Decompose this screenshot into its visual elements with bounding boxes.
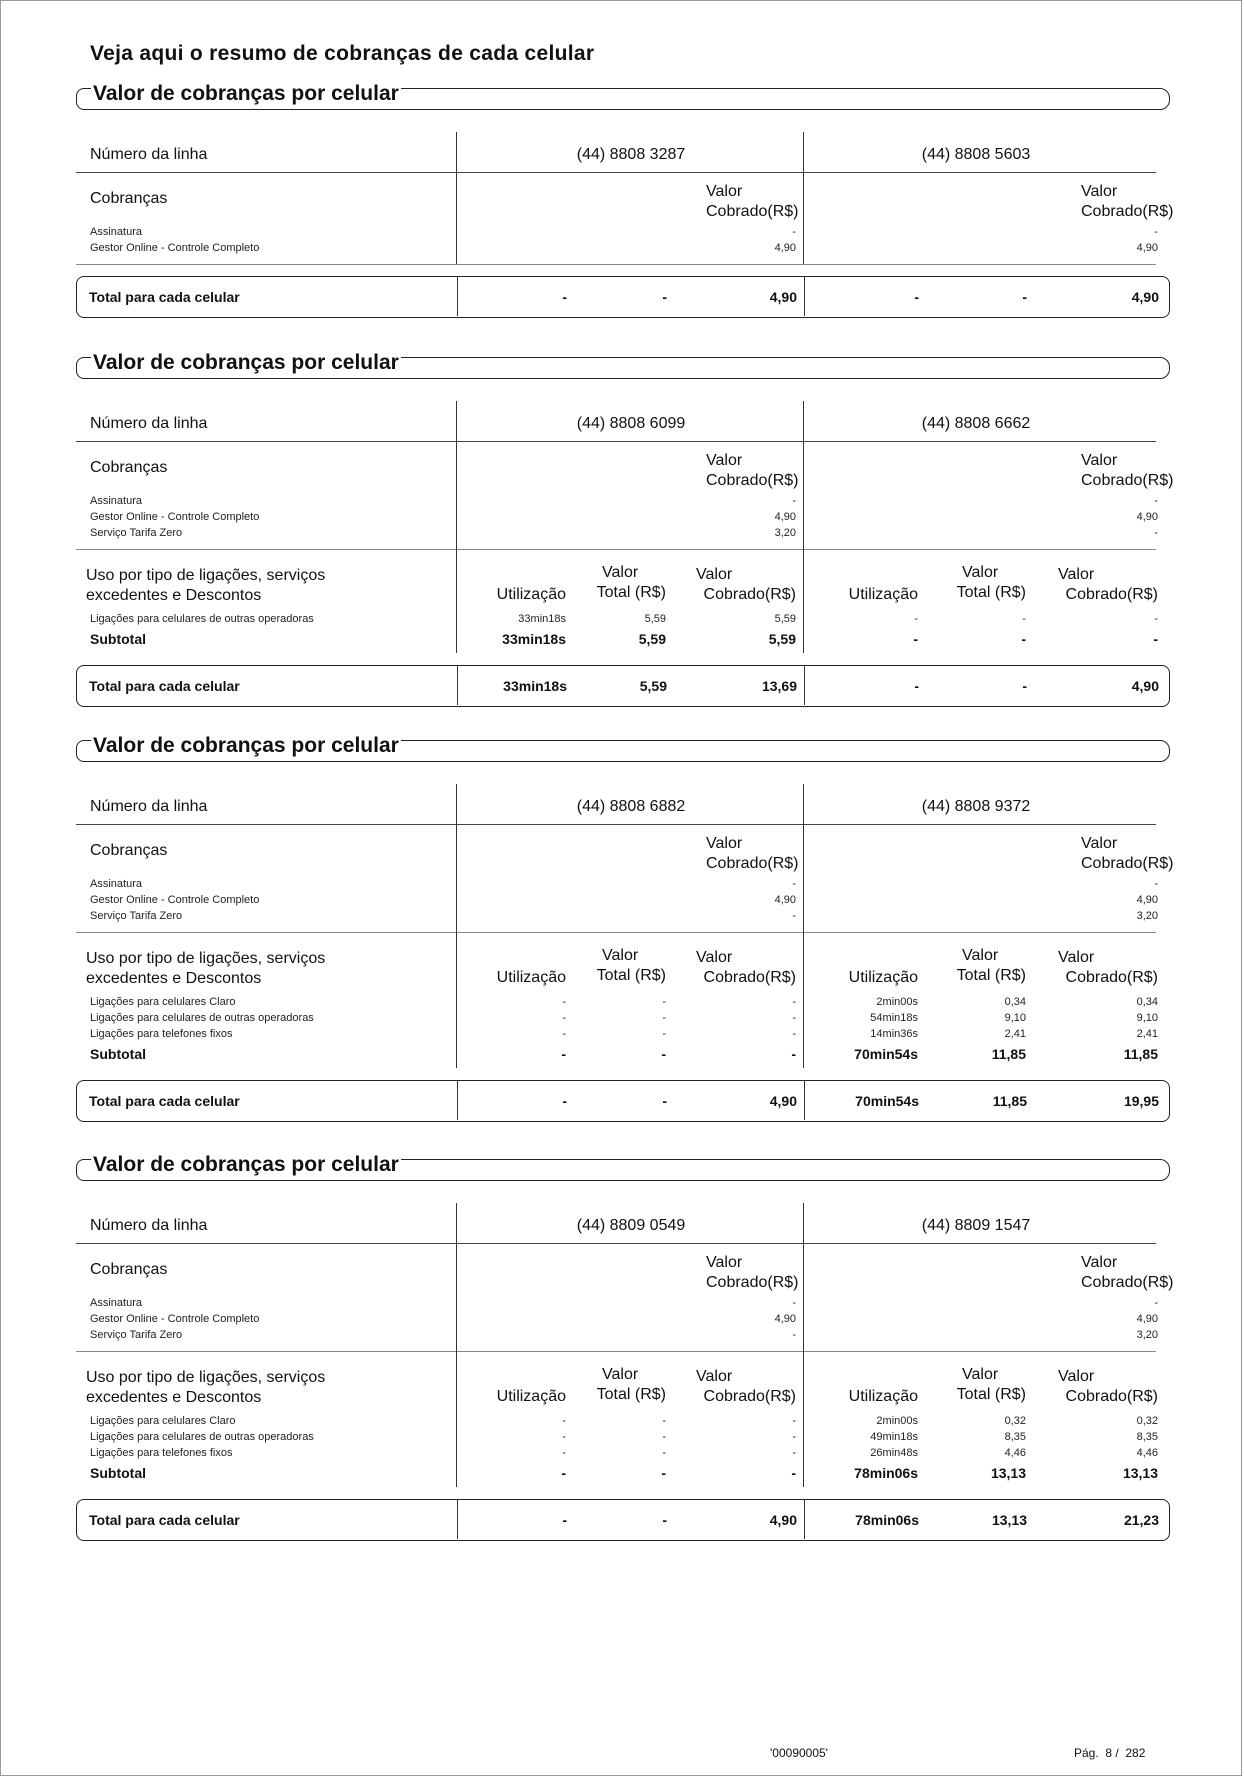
cobrado-header: Cobrado(R$) bbox=[1065, 1388, 1158, 1405]
subtotal-value: 13,13 bbox=[990, 1465, 1026, 1481]
section-header bbox=[76, 82, 1170, 110]
valor-header: Valor bbox=[1081, 835, 1118, 852]
section-header bbox=[76, 734, 1170, 762]
uso-value: - bbox=[1154, 613, 1158, 625]
section-title: Valor de cobranças por celular bbox=[93, 734, 399, 757]
total-value: - bbox=[662, 289, 667, 305]
uso-value: 0,34 bbox=[1004, 996, 1026, 1008]
uso-value: - bbox=[562, 1028, 566, 1040]
uso-value: - bbox=[662, 996, 666, 1008]
uso-value: 0,32 bbox=[1136, 1415, 1158, 1427]
cobranca-value: - bbox=[792, 878, 796, 890]
utilizacao-header: Utilização bbox=[848, 1388, 918, 1405]
valor-header: Valor bbox=[696, 949, 733, 966]
subtotal-value: - bbox=[661, 1046, 666, 1062]
divider bbox=[76, 824, 1156, 825]
subtotal-label: Subtotal bbox=[90, 1046, 146, 1062]
total-value: 4,90 bbox=[1131, 289, 1159, 305]
divider bbox=[76, 932, 1156, 933]
subtotal-label: Subtotal bbox=[90, 631, 146, 647]
utilizacao-header: Utilização bbox=[848, 586, 918, 603]
subtotal-value: 5,59 bbox=[768, 631, 796, 647]
uso-value: 49min18s bbox=[870, 1431, 918, 1443]
column-divider bbox=[456, 401, 457, 653]
valor-header: Valor bbox=[1081, 183, 1118, 200]
column-divider bbox=[804, 277, 805, 316]
section-title: Valor de cobranças por celular bbox=[93, 82, 399, 105]
section-title: Valor de cobranças por celular bbox=[93, 351, 399, 374]
total-box bbox=[76, 665, 1170, 707]
column-divider bbox=[804, 1081, 805, 1120]
uso-value: - bbox=[662, 1028, 666, 1040]
cobrancas-label: Cobranças bbox=[90, 1261, 168, 1278]
cobranca-value: 4,90 bbox=[774, 511, 796, 523]
cobrado-header: Cobrado(R$) bbox=[1081, 1274, 1174, 1291]
column-divider bbox=[457, 666, 458, 705]
uso-value: 2,41 bbox=[1136, 1028, 1158, 1040]
page-label: Pág. bbox=[1074, 1746, 1099, 1760]
cobranca-value: - bbox=[792, 1297, 796, 1309]
cobrado-header: Cobrado(R$) bbox=[1065, 586, 1158, 603]
total-value: 4,90 bbox=[769, 1512, 797, 1528]
total-value: 4,90 bbox=[769, 289, 797, 305]
total-label: Total para cada celular bbox=[89, 289, 240, 305]
total-value: 5,59 bbox=[639, 678, 667, 694]
uso-label: Uso por tipo de ligações, serviços bbox=[86, 567, 326, 584]
utilizacao-header: Utilização bbox=[496, 1388, 566, 1405]
subtotal-value: - bbox=[561, 1465, 566, 1481]
gestor-online-label: Gestor Online - Controle Completo bbox=[90, 894, 260, 906]
column-divider bbox=[457, 277, 458, 316]
cobranca-value: - bbox=[792, 226, 796, 238]
uso-value: 0,32 bbox=[1004, 1415, 1026, 1427]
numero-linha-label: Número da linha bbox=[90, 1217, 208, 1234]
ligacao-label: Ligações para celulares Claro bbox=[90, 996, 236, 1008]
uso-value: - bbox=[914, 613, 918, 625]
total-label: Total para cada celular bbox=[89, 678, 240, 694]
uso-value: 4,46 bbox=[1136, 1447, 1158, 1459]
total-label: Total para cada celular bbox=[89, 1093, 240, 1109]
cobranca-value: 4,90 bbox=[774, 1313, 796, 1325]
subtotal-value: - bbox=[661, 1465, 666, 1481]
servico-tarifa-label: Serviço Tarifa Zero bbox=[90, 910, 183, 922]
numero-linha-label: Número da linha bbox=[90, 798, 208, 815]
uso-value: - bbox=[562, 996, 566, 1008]
divider bbox=[76, 441, 1156, 442]
cobranca-value: - bbox=[792, 495, 796, 507]
column-divider bbox=[803, 784, 804, 1068]
uso-value: - bbox=[562, 1415, 566, 1427]
total-value: - bbox=[562, 1512, 567, 1528]
divider bbox=[76, 1243, 1156, 1244]
phone-number: (44) 8809 1547 bbox=[921, 1217, 1031, 1234]
total-value: 13,69 bbox=[761, 678, 797, 694]
valor-header: Valor bbox=[1058, 566, 1095, 583]
gestor-online-label: Gestor Online - Controle Completo bbox=[90, 511, 260, 523]
total-value: - bbox=[1022, 289, 1027, 305]
total-rs-header: Total (R$) bbox=[596, 967, 666, 984]
column-divider bbox=[456, 132, 457, 264]
total-rs-header: Total (R$) bbox=[596, 584, 666, 601]
uso-value: - bbox=[662, 1447, 666, 1459]
total-value: 70min54s bbox=[855, 1093, 919, 1109]
phone-number: (44) 8808 9372 bbox=[921, 798, 1031, 815]
uso-value: 4,46 bbox=[1004, 1447, 1026, 1459]
section-header bbox=[76, 351, 1170, 379]
total-value: 4,90 bbox=[1131, 678, 1159, 694]
valor-header: Valor bbox=[706, 452, 743, 469]
total-label: Total para cada celular bbox=[89, 1512, 240, 1528]
valor-header: Valor bbox=[602, 564, 639, 581]
uso-value: 5,59 bbox=[774, 613, 796, 625]
phone-number: (44) 8808 6099 bbox=[576, 415, 686, 432]
total-value: - bbox=[914, 289, 919, 305]
uso-value: - bbox=[662, 1431, 666, 1443]
subtotal-value: - bbox=[1021, 631, 1026, 647]
phone-number: (44) 8809 0549 bbox=[576, 1217, 686, 1234]
uso-value: 8,35 bbox=[1004, 1431, 1026, 1443]
uso-value: 9,10 bbox=[1136, 1012, 1158, 1024]
gestor-online-label: Gestor Online - Controle Completo bbox=[90, 242, 260, 254]
column-divider bbox=[803, 132, 804, 264]
total-value: 19,95 bbox=[1123, 1093, 1159, 1109]
valor-header: Valor bbox=[696, 566, 733, 583]
phone-number: (44) 8808 6882 bbox=[576, 798, 686, 815]
valor-header: Valor bbox=[1081, 1254, 1118, 1271]
total-value: - bbox=[562, 289, 567, 305]
uso-label: Uso por tipo de ligações, serviços bbox=[86, 1369, 326, 1386]
subtotal-value: 11,85 bbox=[991, 1046, 1026, 1062]
divider bbox=[76, 1351, 1156, 1352]
uso-value: 2,41 bbox=[1004, 1028, 1026, 1040]
valor-header: Valor bbox=[1081, 452, 1118, 469]
divider bbox=[76, 549, 1156, 550]
servico-tarifa-label: Serviço Tarifa Zero bbox=[90, 1329, 183, 1341]
valor-header: Valor bbox=[602, 1366, 639, 1383]
assinatura-label: Assinatura bbox=[90, 1297, 142, 1309]
column-divider bbox=[804, 666, 805, 705]
cobrado-header: Cobrado(R$) bbox=[1081, 855, 1174, 872]
cobranca-value: 4,90 bbox=[1136, 894, 1158, 906]
uso-label: excedentes e Descontos bbox=[86, 970, 262, 987]
uso-value: - bbox=[792, 1028, 796, 1040]
uso-value: - bbox=[662, 1012, 666, 1024]
cobranca-value: 4,90 bbox=[1136, 242, 1158, 254]
uso-value: - bbox=[792, 1431, 796, 1443]
valor-header: Valor bbox=[706, 183, 743, 200]
cobrado-header: Cobrado(R$) bbox=[703, 586, 796, 603]
gestor-online-label: Gestor Online - Controle Completo bbox=[90, 1313, 260, 1325]
total-rs-header: Total (R$) bbox=[596, 1386, 666, 1403]
uso-value: 2min00s bbox=[876, 1415, 918, 1427]
footer-code: '00090005' bbox=[770, 1746, 828, 1760]
cobranca-value: 4,90 bbox=[1136, 1313, 1158, 1325]
cobranca-value: - bbox=[1154, 1297, 1158, 1309]
assinatura-label: Assinatura bbox=[90, 226, 142, 238]
subtotal-value: - bbox=[791, 1046, 796, 1062]
divider bbox=[76, 264, 1156, 265]
uso-value: - bbox=[792, 996, 796, 1008]
total-rs-header: Total (R$) bbox=[956, 584, 1026, 601]
uso-value: 9,10 bbox=[1004, 1012, 1026, 1024]
total-value: 13,13 bbox=[991, 1512, 1027, 1528]
subtotal-value: 5,59 bbox=[638, 631, 666, 647]
divider bbox=[76, 172, 1156, 173]
ligacao-label: Ligações para celulares Claro bbox=[90, 1415, 236, 1427]
ligacao-label: Ligações para celulares de outras operadoras bbox=[90, 1012, 314, 1024]
valor-header: Valor bbox=[602, 947, 639, 964]
column-divider bbox=[803, 401, 804, 653]
cobranca-value: - bbox=[1154, 495, 1158, 507]
cobrado-header: Cobrado(R$) bbox=[1065, 969, 1158, 986]
cobrado-header: Cobrado(R$) bbox=[1081, 203, 1174, 220]
numero-linha-label: Número da linha bbox=[90, 415, 208, 432]
total-value: 11,85 bbox=[992, 1093, 1027, 1109]
cobranca-value: 4,90 bbox=[1136, 511, 1158, 523]
valor-header: Valor bbox=[1058, 949, 1095, 966]
cobrado-header: Cobrado(R$) bbox=[706, 1274, 799, 1291]
cobranca-value: 4,90 bbox=[774, 894, 796, 906]
ligacao-label: Ligações para celulares de outras operadoras bbox=[90, 613, 314, 625]
column-divider bbox=[457, 1500, 458, 1539]
page-num: 8 / bbox=[1105, 1746, 1119, 1760]
phone-number: (44) 8808 5603 bbox=[921, 146, 1031, 163]
cobranca-value: 3,20 bbox=[1136, 910, 1158, 922]
ligacao-label: Ligações para celulares de outras operadoras bbox=[90, 1431, 314, 1443]
uso-value: - bbox=[562, 1447, 566, 1459]
section-header bbox=[76, 1153, 1170, 1181]
column-divider bbox=[456, 784, 457, 1068]
uso-value: 5,59 bbox=[644, 613, 666, 625]
cobranca-value: - bbox=[1154, 527, 1158, 539]
cobrancas-label: Cobranças bbox=[90, 459, 168, 476]
uso-value: - bbox=[792, 1012, 796, 1024]
cobranca-value: 3,20 bbox=[774, 527, 796, 539]
uso-value: - bbox=[792, 1447, 796, 1459]
uso-value: - bbox=[562, 1012, 566, 1024]
total-box bbox=[76, 276, 1170, 318]
uso-value: 26min48s bbox=[870, 1447, 918, 1459]
utilizacao-header: Utilização bbox=[496, 969, 566, 986]
numero-linha-label: Número da linha bbox=[90, 146, 208, 163]
column-divider bbox=[456, 1203, 457, 1487]
utilizacao-header: Utilização bbox=[848, 969, 918, 986]
total-value: - bbox=[562, 1093, 567, 1109]
utilizacao-header: Utilização bbox=[496, 586, 566, 603]
uso-value: 54min18s bbox=[870, 1012, 918, 1024]
cobranca-value: 3,20 bbox=[1136, 1329, 1158, 1341]
valor-header: Valor bbox=[696, 1368, 733, 1385]
ligacao-label: Ligações para telefones fixos bbox=[90, 1447, 233, 1459]
cobrado-header: Cobrado(R$) bbox=[703, 969, 796, 986]
phone-number: (44) 8808 3287 bbox=[576, 146, 686, 163]
uso-value: 0,34 bbox=[1136, 996, 1158, 1008]
phone-number: (44) 8808 6662 bbox=[921, 415, 1031, 432]
total-rs-header: Total (R$) bbox=[956, 1386, 1026, 1403]
cobranca-value: - bbox=[1154, 878, 1158, 890]
uso-value: - bbox=[1022, 613, 1026, 625]
subtotal-value: - bbox=[561, 1046, 566, 1062]
valor-header: Valor bbox=[962, 1366, 999, 1383]
total-value: 21,23 bbox=[1123, 1512, 1159, 1528]
footer-page-number bbox=[1074, 1746, 1145, 1760]
cobrado-header: Cobrado(R$) bbox=[706, 472, 799, 489]
uso-value: 8,35 bbox=[1136, 1431, 1158, 1443]
total-value: - bbox=[662, 1512, 667, 1528]
total-value: 4,90 bbox=[769, 1093, 797, 1109]
section-title: Valor de cobranças por celular bbox=[93, 1153, 399, 1176]
total-box bbox=[76, 1499, 1170, 1541]
cobranca-value: - bbox=[1154, 226, 1158, 238]
column-divider bbox=[457, 1081, 458, 1120]
assinatura-label: Assinatura bbox=[90, 878, 142, 890]
total-value: 33min18s bbox=[503, 678, 567, 694]
uso-value: - bbox=[562, 1431, 566, 1443]
valor-header: Valor bbox=[1058, 1368, 1095, 1385]
uso-label: excedentes e Descontos bbox=[86, 1389, 262, 1406]
valor-header: Valor bbox=[706, 1254, 743, 1271]
subtotal-value: 70min54s bbox=[854, 1046, 918, 1062]
subtotal-value: 11,85 bbox=[1123, 1046, 1158, 1062]
subtotal-value: 78min06s bbox=[854, 1465, 918, 1481]
subtotal-value: 13,13 bbox=[1122, 1465, 1158, 1481]
total-value: 78min06s bbox=[855, 1512, 919, 1528]
uso-label: Uso por tipo de ligações, serviços bbox=[86, 950, 326, 967]
total-box bbox=[76, 1080, 1170, 1122]
uso-value: - bbox=[792, 1415, 796, 1427]
uso-value: - bbox=[662, 1415, 666, 1427]
subtotal-label: Subtotal bbox=[90, 1465, 146, 1481]
column-divider bbox=[803, 1203, 804, 1487]
cobranca-value: - bbox=[792, 1329, 796, 1341]
subtotal-value: - bbox=[791, 1465, 796, 1481]
uso-value: 14min36s bbox=[870, 1028, 918, 1040]
ligacao-label: Ligações para telefones fixos bbox=[90, 1028, 233, 1040]
cobrancas-label: Cobranças bbox=[90, 842, 168, 859]
assinatura-label: Assinatura bbox=[90, 495, 142, 507]
cobranca-value: 4,90 bbox=[774, 242, 796, 254]
subtotal-value: - bbox=[913, 631, 918, 647]
page-total: 282 bbox=[1125, 1746, 1146, 1760]
page-title: Veja aqui o resumo de cobranças de cada celular bbox=[90, 42, 595, 65]
total-value: - bbox=[662, 1093, 667, 1109]
total-rs-header: Total (R$) bbox=[956, 967, 1026, 984]
total-value: - bbox=[1022, 678, 1027, 694]
cobrado-header: Cobrado(R$) bbox=[703, 1388, 796, 1405]
column-divider bbox=[804, 1500, 805, 1539]
cobrado-header: Cobrado(R$) bbox=[1081, 472, 1174, 489]
cobrancas-label: Cobranças bbox=[90, 190, 168, 207]
cobrado-header: Cobrado(R$) bbox=[706, 203, 799, 220]
uso-value: 2min00s bbox=[876, 996, 918, 1008]
servico-tarifa-label: Serviço Tarifa Zero bbox=[90, 527, 183, 539]
cobranca-value: - bbox=[792, 910, 796, 922]
total-value: - bbox=[914, 678, 919, 694]
valor-header: Valor bbox=[962, 947, 999, 964]
subtotal-value: 33min18s bbox=[502, 631, 566, 647]
cobrado-header: Cobrado(R$) bbox=[706, 855, 799, 872]
valor-header: Valor bbox=[962, 564, 999, 581]
uso-label: excedentes e Descontos bbox=[86, 587, 262, 604]
uso-value: 33min18s bbox=[518, 613, 566, 625]
valor-header: Valor bbox=[706, 835, 743, 852]
subtotal-value: - bbox=[1153, 631, 1158, 647]
